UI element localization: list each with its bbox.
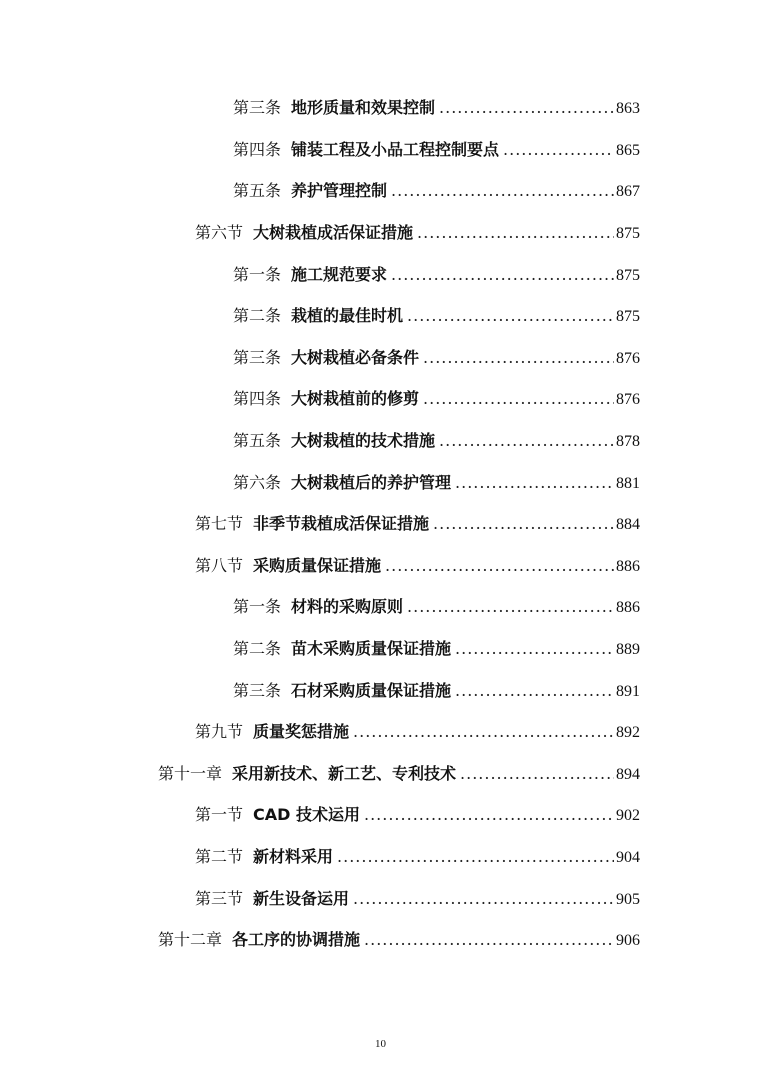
- toc-entry[interactable]: [0, 878, 761, 920]
- toc-entry-page: 892: [616, 724, 640, 742]
- toc-entry[interactable]: [0, 670, 761, 712]
- toc-entry-title: 质量奖惩措施: [253, 722, 350, 742]
- toc-entry[interactable]: [0, 587, 761, 629]
- toc-entry-title: 大树栽植成活保证措施: [253, 223, 414, 243]
- toc-dot-leader: [364, 930, 614, 950]
- toc-entry-label: 第十二章: [158, 930, 223, 950]
- toc-dot-leader: [455, 681, 614, 701]
- toc-entry-label: 第九节: [195, 722, 244, 742]
- toc-entry-label: 第三条: [233, 347, 282, 367]
- toc-entry-label: 第六条: [233, 472, 282, 492]
- page-number: 10: [375, 1038, 386, 1050]
- toc-entry-label: 第八节: [195, 555, 244, 575]
- toc-entry-page: 867: [616, 183, 640, 201]
- toc-entry-page: 881: [616, 474, 640, 492]
- toc-dot-leader: [353, 722, 614, 742]
- toc-entry-title: 大树栽植必备条件: [291, 347, 420, 367]
- toc-entry[interactable]: [0, 546, 761, 588]
- toc-entry-label: 第二节: [195, 846, 244, 866]
- toc-entry-title: 新材料采用: [253, 846, 334, 866]
- toc-entry-title: 各工序的协调措施: [232, 930, 361, 950]
- toc-entry-title: 栽植的最佳时机: [291, 306, 404, 326]
- toc-dot-leader: [439, 98, 614, 118]
- toc-dot-leader: [407, 306, 614, 326]
- toc-dot-leader: [391, 265, 614, 285]
- toc-entry[interactable]: [0, 296, 761, 338]
- toc-entry[interactable]: [0, 213, 761, 255]
- toc-entry-page: 886: [616, 599, 640, 617]
- toc-entry-page: 902: [616, 807, 640, 825]
- toc-entry[interactable]: [0, 421, 761, 463]
- toc-entry-title: 采用新技术、新工艺、专利技术: [232, 763, 457, 783]
- toc-entry-label: 第七节: [195, 514, 244, 534]
- toc-entry-page: 875: [616, 225, 640, 243]
- toc-dot-leader: [417, 223, 614, 243]
- toc-entry-label: 第四条: [233, 389, 282, 409]
- toc-dot-leader: [385, 556, 614, 576]
- toc-entry[interactable]: [0, 837, 761, 879]
- toc-entry-page: 878: [616, 433, 640, 451]
- toc-entry-label: 第二条: [233, 306, 282, 326]
- toc-dot-leader: [353, 889, 614, 909]
- toc-entry-page: 886: [616, 557, 640, 575]
- toc-entry-title: 大树栽植后的养护管理: [291, 472, 452, 492]
- toc-entry-label: 第六节: [195, 223, 244, 243]
- toc-entry-title: 石材采购质量保证措施: [291, 680, 452, 700]
- toc-entry[interactable]: [0, 462, 761, 504]
- toc-entry[interactable]: [0, 130, 761, 172]
- toc-entry-title: 大树栽植的技术措施: [291, 431, 436, 451]
- toc-entry-page: 906: [616, 932, 640, 950]
- toc-entry-page: 876: [616, 391, 640, 409]
- toc-entry-page: 904: [616, 848, 640, 866]
- toc-entry-label: 第十一章: [158, 763, 223, 783]
- table-of-contents: [0, 88, 761, 961]
- toc-entry-label: 第一节: [195, 805, 244, 825]
- toc-dot-leader: [439, 431, 614, 451]
- toc-entry-label: 第五条: [233, 181, 282, 201]
- toc-dot-leader: [364, 805, 614, 825]
- toc-entry-label: 第五条: [233, 431, 282, 451]
- toc-entry-title: 铺装工程及小品工程控制要点: [291, 139, 500, 159]
- toc-entry-page: 884: [616, 516, 640, 534]
- toc-entry[interactable]: [0, 88, 761, 130]
- toc-entry-title: 养护管理控制: [291, 181, 388, 201]
- toc-dot-leader: [391, 181, 614, 201]
- toc-entry[interactable]: [0, 754, 761, 796]
- toc-entry-page: 875: [616, 266, 640, 284]
- toc-entry-title: 大树栽植前的修剪: [291, 389, 420, 409]
- toc-entry-title: 苗木采购质量保证措施: [291, 639, 452, 659]
- toc-entry-label: 第一条: [233, 597, 282, 617]
- toc-entry-label: 第四条: [233, 139, 282, 159]
- toc-entry-page: 876: [616, 349, 640, 367]
- toc-entry-page: 863: [616, 100, 640, 118]
- toc-dot-leader: [460, 764, 614, 784]
- toc-entry[interactable]: [0, 254, 761, 296]
- toc-entry-title: 新生设备运用: [253, 888, 350, 908]
- toc-entry[interactable]: [0, 171, 761, 213]
- toc-entry-page: 891: [616, 682, 640, 700]
- toc-entry-page: 905: [616, 890, 640, 908]
- toc-entry-page: 894: [616, 765, 640, 783]
- toc-entry-title: 材料的采购原则: [291, 597, 404, 617]
- toc-entry-title: 采购质量保证措施: [253, 555, 382, 575]
- toc-dot-leader: [337, 847, 614, 867]
- toc-dot-leader: [455, 473, 614, 493]
- toc-entry-label: 第二条: [233, 639, 282, 659]
- toc-entry-page: 875: [616, 308, 640, 326]
- toc-entry[interactable]: [0, 504, 761, 546]
- toc-entry-title: CAD 技术运用: [253, 805, 360, 825]
- toc-entry-label: 第一条: [233, 264, 282, 284]
- toc-dot-leader: [423, 348, 614, 368]
- toc-entry-page: 889: [616, 641, 640, 659]
- toc-entry[interactable]: [0, 338, 761, 380]
- toc-entry-title: 非季节栽植成活保证措施: [253, 514, 430, 534]
- toc-entry[interactable]: [0, 379, 761, 421]
- toc-entry-label: 第三条: [233, 98, 282, 118]
- toc-dot-leader: [503, 140, 614, 160]
- toc-entry[interactable]: [0, 795, 761, 837]
- toc-entry[interactable]: [0, 712, 761, 754]
- toc-dot-leader: [423, 389, 614, 409]
- toc-entry-title: 地形质量和效果控制: [291, 98, 436, 118]
- toc-entry[interactable]: [0, 629, 761, 671]
- toc-dot-leader: [407, 597, 614, 617]
- toc-entry[interactable]: [0, 920, 761, 962]
- toc-dot-leader: [455, 639, 614, 659]
- toc-entry-page: 865: [616, 141, 640, 159]
- toc-entry-label: 第三条: [233, 680, 282, 700]
- toc-entry-title: 施工规范要求: [291, 264, 388, 284]
- toc-entry-label: 第三节: [195, 888, 244, 908]
- toc-dot-leader: [433, 514, 614, 534]
